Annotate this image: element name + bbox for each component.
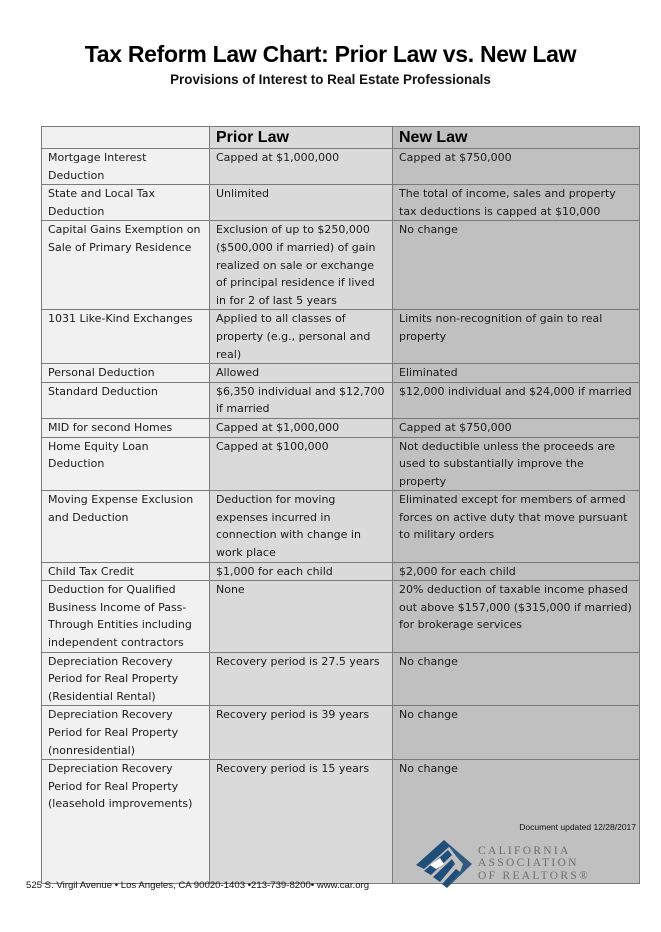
prior-law-cell: Unlimited [210,185,393,221]
new-law-cell: Capped at $750,000 [393,418,640,437]
page-subtitle: Provisions of Interest to Real Estate Professionals [170,72,491,87]
provision-cell: Standard Deduction [42,382,210,418]
table-row [42,310,640,364]
new-law-cell: No change [393,221,640,310]
new-law-cell: Not deductible unless the proceeds are used to substantially improve the property [393,437,640,491]
prior-law-cell: Capped at $100,000 [210,437,393,491]
new-law-cell: Eliminated except for members of armed forces on active duty that move pursuant to military orders [393,491,640,562]
provision-cell: Depreciation Recovery Period for Real Property (Residential Rental) [42,652,210,706]
table-row [42,418,640,437]
provision-cell: Capital Gains Exemption on Sale of Primary Residence [42,221,210,310]
provision-cell: Mortgage Interest Deduction [42,149,210,185]
new-law-cell: No change [393,706,640,760]
organization-name [478,845,590,882]
table-row [42,382,640,418]
table-row [42,221,640,310]
new-law-cell: No change [393,652,640,706]
provision-cell: Home Equity Loan Deduction [42,437,210,491]
prior-law-cell: Capped at $1,000,000 [210,418,393,437]
table-row [42,652,640,706]
table-row [42,437,640,491]
prior-law-cell: $6,350 individual and $12,700 if married [210,382,393,418]
org-line: ASSOCIATION [478,857,579,870]
provision-cell: Personal Deduction [42,364,210,383]
new-law-cell: 20% deduction of taxable income phased out above $157,000 ($315,000 if married) for brokerage services [393,581,640,652]
table-row [42,581,640,652]
page-title: Tax Reform Law Chart: Prior Law vs. New Law [84,41,577,67]
table-row [42,562,640,581]
provision-cell: 1031 Like-Kind Exchanges [42,310,210,364]
prior-law-cell: Allowed [210,364,393,383]
org-line: CALIFORNIA [478,845,571,857]
prior-law-cell: Recovery period is 39 years [210,706,393,760]
prior-law-cell: Deduction for moving expenses incurred in connection with change in work place [210,491,393,562]
tax-law-comparison-table [41,126,640,884]
prior-law-cell: $1,000 for each child [210,562,393,581]
table-row [42,185,640,221]
prior-law-cell: Recovery period is 15 years [210,760,393,884]
provision-cell: MID for second Homes [42,418,210,437]
column-header-provision [42,127,210,149]
org-line: OF REALTORS® [478,869,591,882]
new-law-cell: The total of income, sales and property tax deductions is capped at $10,000 [393,185,640,221]
table-row [42,706,640,760]
table-row [42,364,640,383]
provision-cell: Depreciation Recovery Period for Real Property (nonresidential) [42,706,210,760]
provision-cell: Moving Expense Exclusion and Deduction [42,491,210,562]
prior-law-cell: None [210,581,393,652]
footer-address: 525 S. Virgil Avenue • Los Angeles, CA 90020-1403 •213-739-8200• www.car.org [26,880,370,891]
provision-cell: Child Tax Credit [42,562,210,581]
table-row [42,149,640,185]
prior-law-cell: Applied to all classes of property (e.g., personal and real) [210,310,393,364]
table-header-row [42,127,640,149]
table-row [42,491,640,562]
provision-cell: Deduction for Qualified Business Income of Pass-Through Entities including independent contractors [42,581,210,652]
provision-cell: Depreciation Recovery Period for Real Property (leasehold improvements) [42,760,210,884]
prior-law-cell: Recovery period is 27.5 years [210,652,393,706]
prior-law-cell: Capped at $1,000,000 [210,149,393,185]
new-law-cell: Eliminated [393,364,640,383]
car-logo-icon [414,838,474,888]
new-law-cell: $2,000 for each child [393,562,640,581]
new-law-cell: Capped at $750,000 [393,149,640,185]
new-law-cell: Limits non-recognition of gain to real property [393,310,640,364]
prior-law-cell: Exclusion of up to $250,000 ($500,000 if married) of gain realized on sale or exchange of principal residence if lived in for 2 of last 5 years [210,221,393,310]
document-updated-date: Document updated 12/28/2017 [519,822,636,832]
new-law-cell: No change [393,760,640,884]
provision-cell: State and Local Tax Deduction [42,185,210,221]
column-header-new-law: New Law [393,127,640,149]
new-law-cell: $12,000 individual and $24,000 if married [393,382,640,418]
column-header-prior-law: Prior Law [210,127,393,149]
